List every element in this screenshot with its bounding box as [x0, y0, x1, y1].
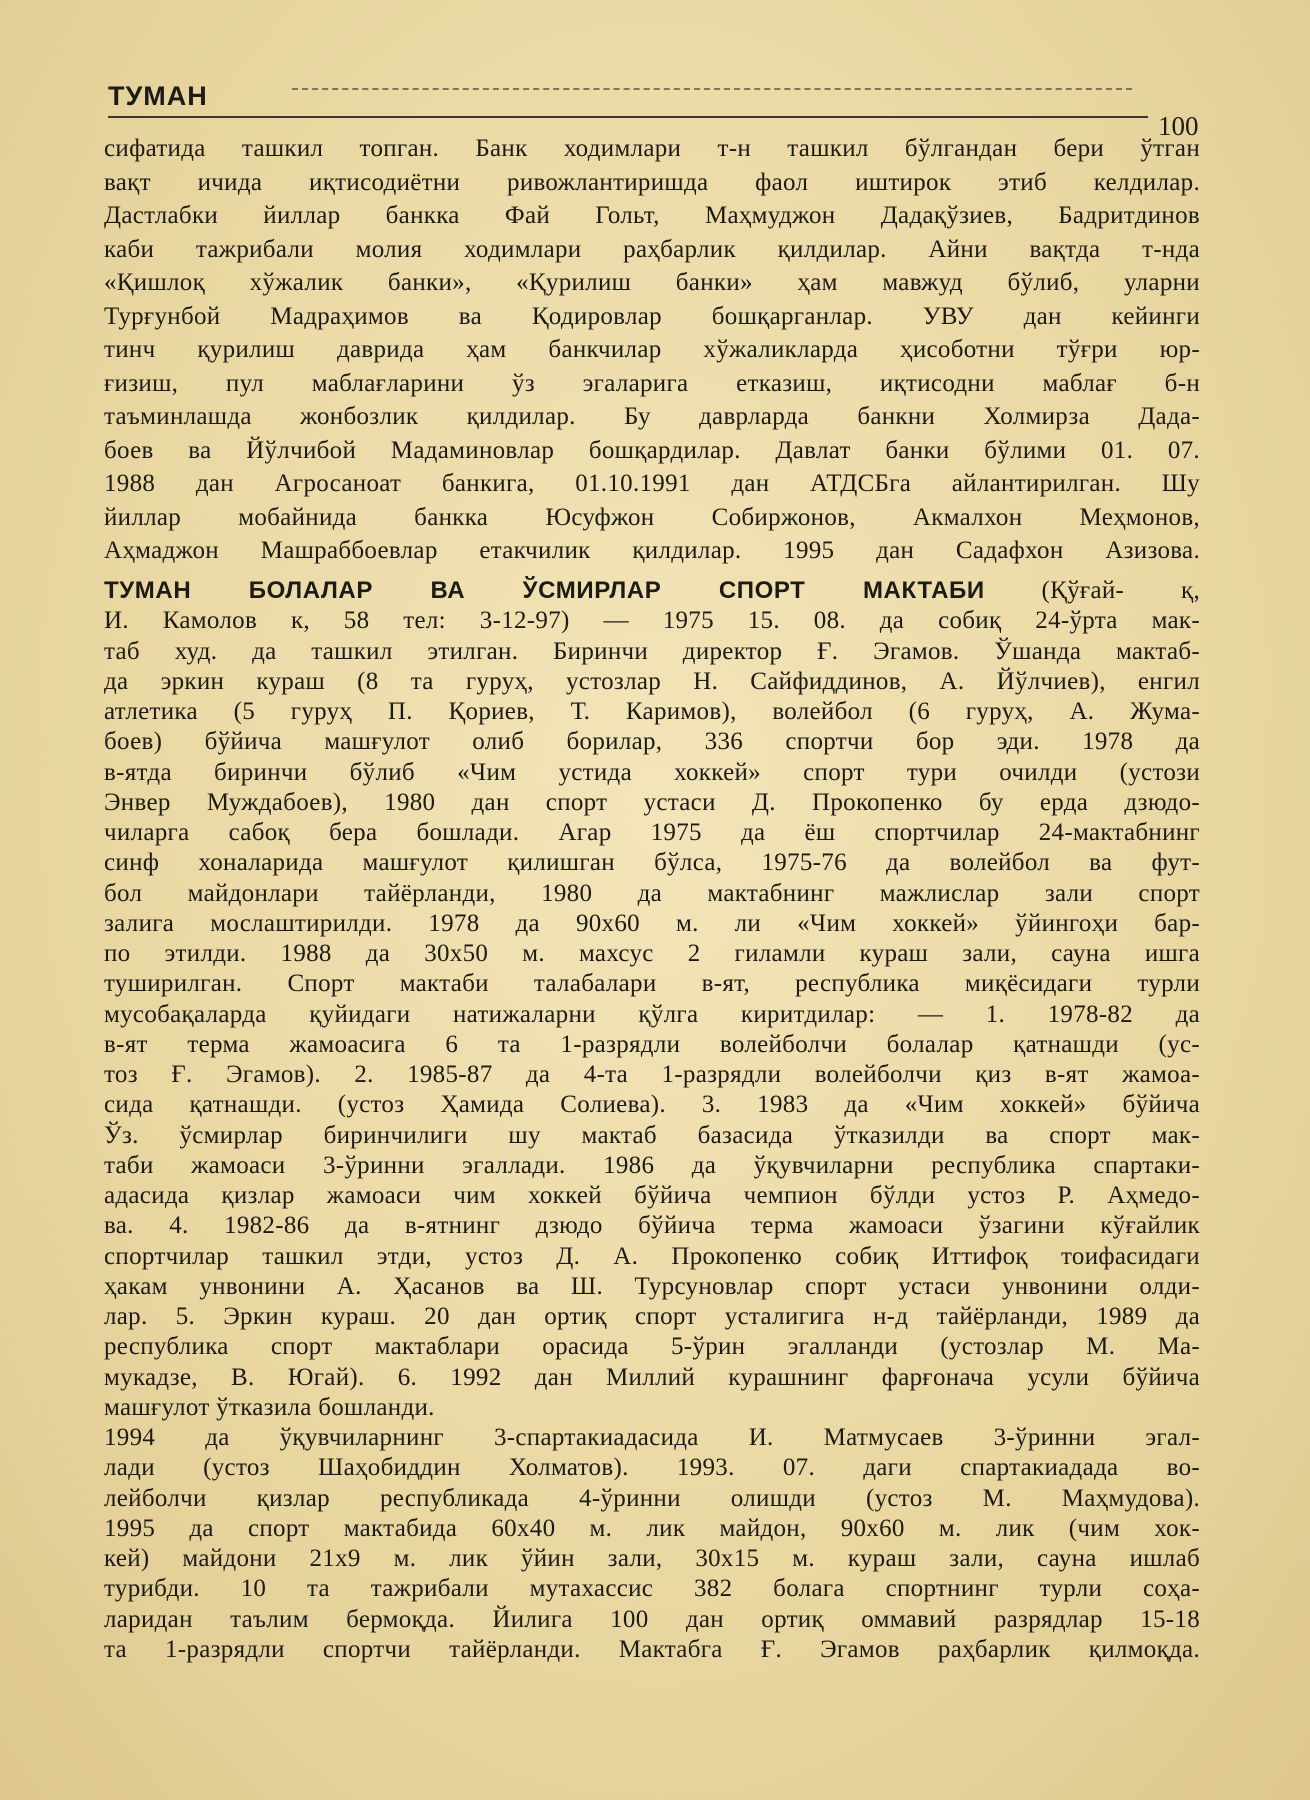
- sports-school-title: ТУМАН БОЛАЛАР ВА ЎСМИРЛАР СПОРТ МАКТАБИ: [104, 577, 985, 604]
- bank-text-line: сифатида ташкил топган. Банк ходимлари т-н ташкил бўлгандан бери ўтган: [104, 135, 1200, 162]
- school-text-line: боев) бўйича машғулот олиб борилар, 336 спортчи бор эди. 1978 да: [104, 728, 1200, 756]
- bank-text-line: «Қишлоқ хўжалик банки», «Қурилиш банки» ҳам мавжуд бўлиб, уларни: [104, 269, 1200, 296]
- school-text-line: синф хоналарида машғулот қилишган бўлса, 1975-76 да волейбол ва фут-: [104, 849, 1200, 877]
- school-text-line: мусобақаларда қуйидаги натижаларни қўлга киритдилар: — 1. 1978-82 да: [104, 1000, 1200, 1028]
- sports-school-title-line: [104, 576, 1200, 606]
- school-text-line: Энвер Муждабоев), 1980 дан спорт устаси Д. Прокопенко бу ерда дзюдо-: [104, 788, 1200, 816]
- school-text-line: та 1-разрядли спортчи тайёрланди. Мактабга Ғ. Эгамов раҳбарлик қилмоқда.: [104, 1635, 1200, 1663]
- school-text-line: залига мослаштирилди. 1978 да 90х60 м. ли «Чим хоккей» ўйингоҳи бар-: [104, 909, 1200, 937]
- bank-text-line: ғизиш, пул маблағларини ўз эгаларига етказиш, иқтисодни маблағ б-н: [104, 369, 1200, 397]
- school-text-line: республика спорт мактаблари орасида 5-ўрин эгалланди (устозлар М. Ма-: [104, 1333, 1200, 1361]
- page-number: 100: [1158, 111, 1199, 141]
- school-text-line: лар. 5. Эркин кураш. 20 дан ортиқ спорт усталигига н-д тайёрланди, 1989 да: [104, 1303, 1200, 1330]
- bank-text-line: таъминлашда жонбозлик қилдилар. Бу даврларда банкни Холмирза Дада-: [104, 403, 1200, 430]
- bank-text-line: тинч қурилиш даврида ҳам банкчилар хўжаликларда ҳисоботни тўғри юр-: [104, 336, 1200, 363]
- school-text-line: атлетика (5 гуруҳ П. Қориев, Т. Каримов), волейбол (6 гуруҳ, А. Жума-: [104, 698, 1200, 725]
- school-text-line: чиларга сабоқ бера бошлади. Агар 1975 да ёш спортчилар 24-мактабнинг: [104, 819, 1200, 846]
- school-text-line: 1994 да ўқувчиларнинг 3-спартакиадасида И. Матмусаев 3-ўринни эгал-: [104, 1424, 1200, 1451]
- school-text-line: Ўз. ўсмирлар биринчилиги шу мактаб базасида ўтказилди ва спорт мак-: [104, 1121, 1200, 1149]
- school-text-line: кей) майдони 21х9 м. лик ўйин зали, 30х15 м. кураш зали, сауна ишлаб: [104, 1545, 1200, 1572]
- bank-text-line: боев ва Йўлчибой Мадаминовлар бошқардилар. Давлат банки бўлими 01. 07.: [104, 436, 1200, 464]
- school-text-line: тоз Ғ. Эгамов). 2. 1985-87 да 4-та 1-разрядли волейболчи қиз в-ят жамоа-: [104, 1061, 1200, 1088]
- bank-text-line: вақт ичида иқтисодиётни ривожлантиришда фаол иштирок этиб келдилар.: [104, 168, 1200, 196]
- school-text-line: бол майдонлари тайёрланди, 1980 да мактабнинг мажлислар зали спорт: [104, 879, 1200, 907]
- school-text-line: в-ят терма жамоасига 6 та 1-разрядли волейболчи болалар қатнашди (ус-: [104, 1030, 1200, 1058]
- school-text-line: 1995 да спорт мактабида 60х40 м. лик майдон, 90х60 м. лик (чим хок-: [104, 1514, 1200, 1542]
- bank-text-line: каби тажрибали молия ходимлари раҳбарлик қилдилар. Айни вақтда т-нда: [104, 235, 1200, 263]
- school-text-line: И. Камолов к, 58 тел: 3-12-97) — 1975 15. 08. да собиқ 24-ўрта мак-: [104, 607, 1200, 635]
- school-text-line: ҳакам унвонини А. Ҳасанов ва Ш. Турсуновлар спорт устаси унвонини олди-: [104, 1272, 1200, 1300]
- school-text-line: ва. 4. 1982-86 да в-ятнинг дзюдо бўйича терма жамоаси ўзагини кўғайлик: [104, 1212, 1200, 1240]
- school-text-line: таби жамоаси 3-ўринни эгаллади. 1986 да ўқувчиларни республика спартаки-: [104, 1151, 1200, 1179]
- running-head: ТУМАН: [108, 81, 208, 111]
- dashed-rule: [292, 88, 1132, 90]
- school-text-line: ларидан таълим бермоқда. Йилига 100 дан ортиқ оммавий разрядлар 15-18: [104, 1605, 1200, 1633]
- school-text-line: турибди. 10 та тажрибали мутахассис 382 болага спортнинг турли соҳа-: [104, 1575, 1200, 1603]
- header-rule: [108, 116, 1148, 118]
- bank-text-line: йиллар мобайнида банкка Юсуфжон Собиржонов, Акмалхон Меҳмонов,: [104, 503, 1200, 531]
- bank-text-line: Аҳмаджон Машраббоевлар етакчилик қилдилар. 1995 дан Садафхон Азизова.: [104, 537, 1200, 564]
- school-text-line: лади (устоз Шаҳобиддин Холматов). 1993. 07. даги спартакиадада во-: [104, 1454, 1200, 1482]
- bank-article: [104, 132, 1200, 568]
- title-line-rest: (Қўғай- қ,: [1041, 577, 1200, 604]
- school-text-line: адасида қизлар жамоаси чим хоккей бўйича чемпион бўлди устоз Р. Аҳмедо-: [104, 1182, 1200, 1209]
- school-text-line: в-ятда биринчи бўлиб «Чим устида хоккей» спорт тури очилди (устози: [104, 758, 1200, 786]
- school-text-line: машғулот ўтказила бошланди.: [104, 1393, 435, 1421]
- bank-text-line: 1988 дан Агросаноат банкига, 01.10.1991 дан АТДСБга айлантирилган. Шу: [104, 470, 1200, 497]
- school-text-line: по этилди. 1988 да 30х50 м. махсус 2 гиламли кураш зали, сауна ишга: [104, 940, 1200, 967]
- school-text-line: туширилган. Спорт мактаби талабалари в-ят, республика миқёсидаги турли: [104, 970, 1200, 998]
- bank-text-line: Турғунбой Мадраҳимов ва Қодировлар бошқарганлар. УВУ дан кейинги: [104, 302, 1200, 330]
- school-text-line: мукадзе, В. Югай). 6. 1992 дан Миллий курашнинг фарғонача усули бўйича: [104, 1363, 1200, 1391]
- school-text-line: спортчилар ташкил этди, устоз Д. А. Прокопенко собиқ Иттифоқ тоифасидаги: [104, 1242, 1200, 1270]
- school-text-line: да эркин кураш (8 та гуруҳ, устозлар Н. Сайфиддинов, А. Йўлчиев), енгил: [104, 667, 1200, 695]
- school-text-line: сида қатнашди. (устоз Ҳамида Солиева). 3. 1983 да «Чим хоккей» бўйича: [104, 1091, 1200, 1119]
- school-text-line: лейболчи қизлар республикада 4-ўринни олишди (устоз М. Маҳмудова).: [104, 1484, 1200, 1512]
- sports-school-article: [104, 576, 1200, 1665]
- school-text-line: таб худ. да ташкил этилган. Биринчи директор Ғ. Эгамов. Ўшанда мактаб-: [104, 637, 1200, 665]
- bank-text-line: Дастлабки йиллар банкка Фай Гольт, Маҳмуджон Дадақўзиев, Бадритдинов: [104, 202, 1200, 229]
